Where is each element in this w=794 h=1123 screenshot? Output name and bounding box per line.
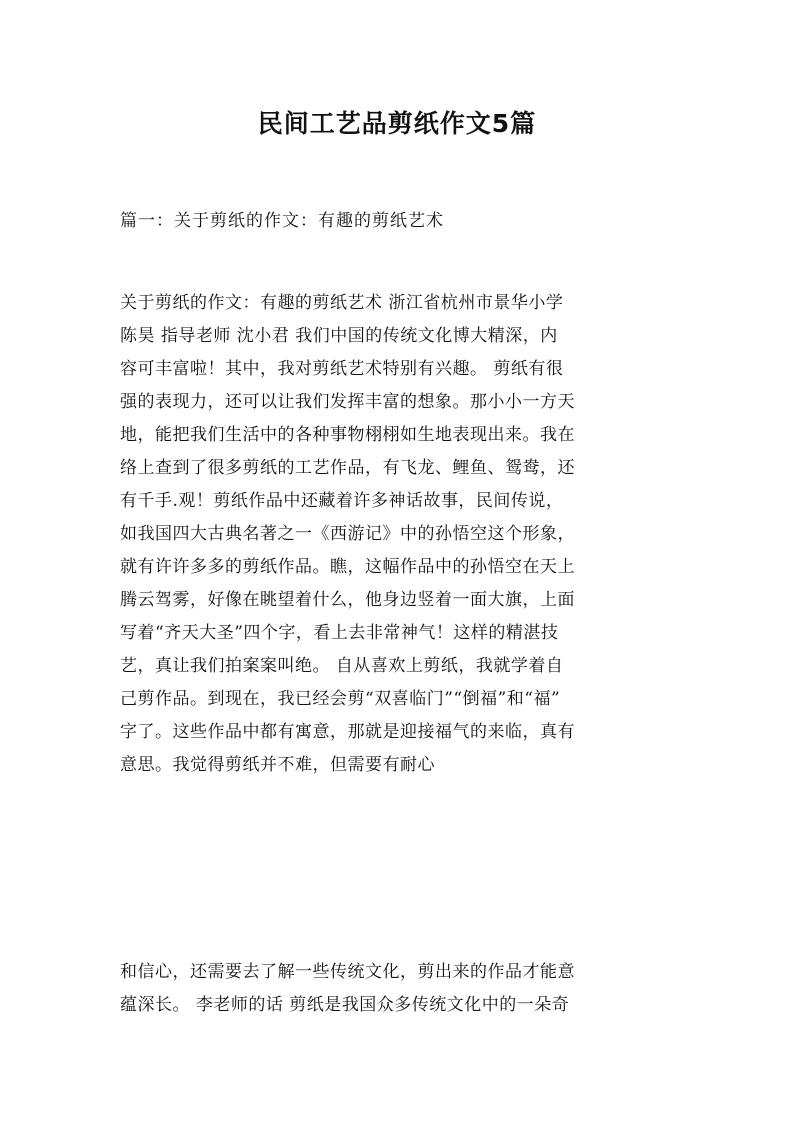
paragraph-line: 意思。我觉得剪纸并不难，但需要有耐心 <box>120 755 435 775</box>
paragraph-line: 有千手.观！剪纸作品中还藏着许多神话故事，民间传说， <box>120 491 564 511</box>
paragraph-line: 己剪作品。到现在，我已经会剪“双喜临门”“倒福”和“福” <box>120 689 561 709</box>
paragraph-line: 陈昊 指导老师 沈小君 我们中国的传统文化博大精深，内 <box>120 326 558 346</box>
paragraph-line: 腾云驾雾，好像在眺望着什么，他身边竖着一面大旗，上面 <box>120 590 575 610</box>
paragraph-line: 关于剪纸的作文：有趣的剪纸艺术 浙江省杭州市景华小学 <box>120 293 564 313</box>
paragraph-line: 艺，真让我们拍案案叫绝。 自从喜欢上剪纸，我就学着自 <box>120 656 564 676</box>
paragraph-line: 就有许许多多的剪纸作品。瞧，这幅作品中的孙悟空在天上 <box>120 557 575 577</box>
paragraph-line: 和信心，还需要去了解一些传统文化，剪出来的作品才能意 <box>120 962 575 982</box>
body-paragraph-2 <box>120 956 680 1022</box>
paragraph-line: 容可丰富啦！其中，我对剪纸艺术特别有兴趣。 剪纸有很 <box>120 359 564 379</box>
body-paragraph-1 <box>120 287 680 782</box>
paragraph-line: 强的表现力，还可以让我们发挥丰富的想象。那小小一方天 <box>120 392 575 412</box>
document-title: 民间工艺品剪纸作文5篇 <box>257 109 537 138</box>
paragraph-line: 写着“齐天大圣”四个字，看上去非常神气！这样的精湛技 <box>120 623 559 643</box>
paragraph-line: 地，能把我们生活中的各种事物栩栩如生地表现出来。我在 <box>120 425 575 445</box>
paragraph-line: 络上查到了很多剪纸的工艺作品，有飞龙、鲤鱼、鸳鸯，还 <box>120 458 575 478</box>
paragraph-line: 字了。这些作品中都有寓意，那就是迎接福气的来临，真有 <box>120 722 575 742</box>
section-heading: 篇一：关于剪纸的作文：有趣的剪纸艺术 <box>120 211 444 231</box>
paragraph-line: 蕴深长。 李老师的话 剪纸是我国众多传统文化中的一朵奇 <box>120 995 570 1015</box>
paragraph-line: 如我国四大古典名著之一《西游记》中的孙悟空这个形象， <box>120 524 575 544</box>
